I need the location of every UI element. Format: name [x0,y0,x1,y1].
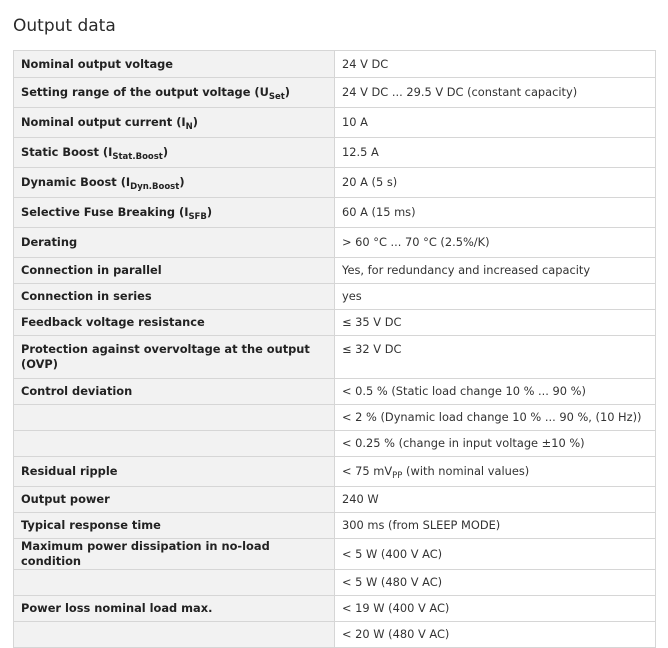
table-row [14,487,656,513]
row-value: 20 A (5 s) [335,168,656,198]
row-label: Maximum power dissipation in no-load condition [14,539,335,570]
row-label: Protection against overvoltage at the output (OVP) [14,336,335,379]
table-row [14,228,656,258]
table-row [14,431,656,457]
row-label: Derating [14,228,335,258]
table-row [14,78,656,108]
row-value: ≤ 32 V DC [335,336,656,379]
row-label [14,431,335,457]
row-value: < 0.5 % (Static load change 10 % ... 90 %) [335,379,656,405]
row-label: Power loss nominal load max. [14,596,335,622]
row-value: 240 W [335,487,656,513]
row-label: Control deviation [14,379,335,405]
row-value: < 2 % (Dynamic load change 10 % ... 90 %, (10 Hz)) [335,405,656,431]
row-label: Selective Fuse Breaking $(I_{SFB})$ [14,198,335,228]
row-value: 10 A [335,108,656,138]
row-label: Static Boost $(I_{Stat.Boost})$ [14,138,335,168]
table-row [14,457,656,487]
table-row [14,379,656,405]
row-value: 24 V DC [335,51,656,78]
table-row [14,596,656,622]
row-label: Typical response time [14,513,335,539]
row-label [14,570,335,596]
row-value: > 60 °C ... 70 °C (2.5%/K) [335,228,656,258]
table-row [14,310,656,336]
table-row [14,258,656,284]
row-label: Output power [14,487,335,513]
row-value: ≤ 35 V DC [335,310,656,336]
table-row [14,168,656,198]
row-value: 60 A (15 ms) [335,198,656,228]
row-label: Nominal output current $(I_N)$ [14,108,335,138]
table-row [14,51,656,78]
table-row [14,108,656,138]
table-row [14,198,656,228]
row-label [14,405,335,431]
row-value: 24 V DC ... 29.5 V DC (constant capacity) [335,78,656,108]
row-label: Feedback voltage resistance [14,310,335,336]
section-title: Output data [13,16,116,36]
table-row [14,138,656,168]
table-row [14,284,656,310]
table-row [14,513,656,539]
table-row [14,336,656,379]
row-value: 300 ms (from SLEEP MODE) [335,513,656,539]
row-value: < 75 $mV_{PP}$ (with nominal values) [335,457,656,487]
table-row [14,405,656,431]
table-row [14,539,656,570]
table-row [14,570,656,596]
row-value: Yes, for redundancy and increased capacity [335,258,656,284]
row-label [14,622,335,648]
row-value: < 5 W (480 V AC) [335,570,656,596]
row-value: yes [335,284,656,310]
table-row [14,622,656,648]
row-label: Dynamic Boost $(I_{Dyn.Boost})$ [14,168,335,198]
output-data-table [13,50,656,648]
row-label: Connection in parallel [14,258,335,284]
row-value: < 0.25 % (change in input voltage ±10 %) [335,431,656,457]
row-label: Residual ripple [14,457,335,487]
row-label: Setting range of the output voltage $(U_{Set})$ [14,78,335,108]
row-label: Connection in series [14,284,335,310]
row-value: < 19 W (400 V AC) [335,596,656,622]
row-value: < 20 W (480 V AC) [335,622,656,648]
row-value: 12.5 A [335,138,656,168]
row-value: < 5 W (400 V AC) [335,539,656,570]
row-label: Nominal output voltage [14,51,335,78]
